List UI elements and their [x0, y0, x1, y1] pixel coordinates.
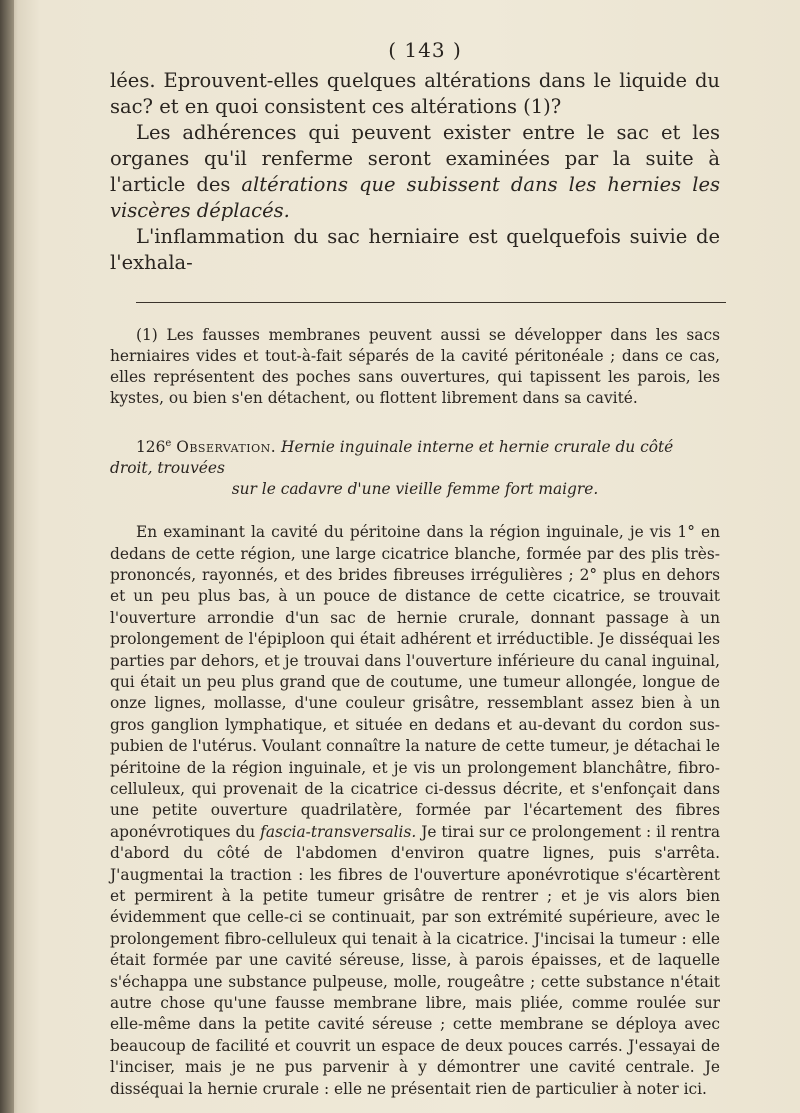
footnote-text: (1) Les fausses membranes peuvent aussi se développer dans les sacs herniaires vides et tout-à-fait séparés de la cavité péritonéale ; dans ce cas, elles représentent des poches sans ouvertures, qui tapissent les parois, les kystes, ou bien s'en détachent, ou flottent librement dans sa cavité.: [110, 326, 720, 407]
main-paragraph-2: [110, 120, 720, 224]
observation-paragraph: [110, 522, 720, 1100]
main-text: [110, 68, 720, 276]
observation-title-line1: Hernie inguinale interne et hernie crurale du côté droit, trouvées: [110, 438, 674, 478]
page-number: ( 143 ): [388, 38, 462, 62]
footnote: [110, 325, 720, 409]
observation-number-suffix: e: [165, 438, 172, 449]
observation-body-part-a: En examinant la cavité du péritoine dans la région inguinale, je vis 1° en dedans de cette région, une large cicatrice blanche, formée par des plis très-prononcés, rayonnés, et des brides fibreuses irrégulières ; 2° plus en dehors et un peu plus bas, à un pouce de distance de cette cicatrice, se trouvait l'ouverture arrondie d'un sac de hernie crurale, donnant passage à un prolongement de l'épiploon qui était adhérent et irréductible. Je disséquai les parties par dehors, et je trouvai dans l'ouverture inférieure du canal inguinal, qui était un peu plus grand que de coutume, une tumeur allongée, longue de onze lignes, mollasse, d'une couleur grisâtre, ressemblant assez bien à un gros ganglion lymphatique, et située en dedans et au-devant du cordon sus-pubien de l'utérus. Voulant connaître la nature de cette tumeur, je détachai le péritoine de la région inguinale, et je vis un prolongement blanchâtre, fibro-celluleux, qui provenait de la cicatrice ci-dessus décrite, et s'enfonçait dans une petite ouverture quadrilatère, formée par l'écartement des fibres aponévrotiques du: [110, 523, 720, 841]
main-paragraph-3: L'inflammation du sac herniaire est quelquefois suivie de l'exhala-: [110, 225, 720, 274]
observation-body: [110, 522, 720, 1100]
observation-body-part-b: Je tirai sur ce prolongement : il rentra d'abord du côté de l'abdomen d'environ quatre lignes, puis s'arrêta. J'augmentai la traction : les fibres de l'ouverture aponévrotique s'écartèrent et permirent à la petite tumeur grisâtre de rentrer ; et je vis alors bien évidemment que celle-ci se continuait, par son extrémité supérieure, avec le prolongement fibro-celluleux qui tenait à la cicatrice. J'incisai la tumeur : elle était formée par une cavité séreuse, lisse, à parois épaisses, et de laquelle s'échappa une substance pulpeuse, molle, rougeâtre ; cette substance n'était autre chose qu'une fausse membrane libre, mais pliée, comme roulée sur elle-même dans la petite cavité séreuse ; cette membrane se déploya avec beaucoup de facilité et couvrit un espace de deux pouces carrés. J'essayai de l'inciser, mais je ne pus parvenir à y démontrer une cavité centrale. Je disséquai la hernie crurale : elle ne présentait rien de particulier à noter ici.: [110, 822, 720, 1098]
footnote-rule: [136, 302, 726, 303]
binding-gutter: [0, 0, 14, 1113]
observation-body-emphasis: fascia-transversalis.: [260, 822, 417, 841]
main-paragraph-2-text: Les adhérences qui peuvent exister entre le sac et les organes qu'il renferme seront examinées par la suite à l'article des: [110, 121, 720, 196]
page-content: [110, 38, 720, 1100]
main-paragraph-1: lées. Eprouvent-elles quelques altérations dans le liquide du sac? et en quoi consistent ces altérations (1)?: [110, 69, 720, 118]
observation-heading: [110, 433, 720, 479]
observation-number: 126: [136, 438, 166, 457]
observation-title-line2: sur le cadavre d'une vieille femme fort maigre.: [231, 480, 599, 499]
main-paragraph-2-emphasis: altérations que subissent dans les hernies les viscères déplacés.: [110, 173, 721, 222]
observation-label: Observation.: [176, 438, 277, 457]
